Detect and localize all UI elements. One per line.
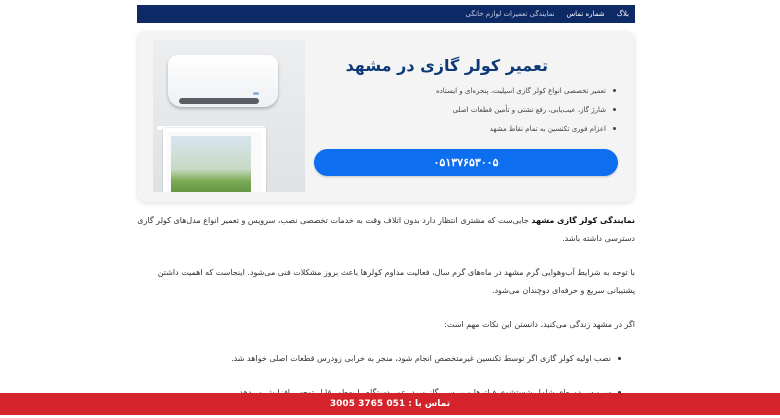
nav-item-appliance-repair[interactable]: نمایندگی تعمیرات لوازم خانگی (465, 10, 555, 18)
feature-list (326, 84, 616, 141)
article-content (137, 212, 635, 418)
contact-bar-label: تماس با : (408, 399, 451, 409)
paragraph-climate: با توجه به شرایط آب‌وهوایی گرم مشهد در ماه‌های گرم سال، فعالیت مداوم کولرها باعث بروز مشکلات فنی می‌شود. اینجاست که اهمیت داشتن پشتیبانی سریع و حرفه‌ای دوچندان می‌شود. (157, 268, 635, 295)
nav-item-blog[interactable]: بلاگ (616, 10, 629, 18)
intro-text: جایی‌ست که مشتری انتظار دارد بدون اتلاف وقت به خدمات تخصصی نصب، سرویس و تعمیر انواع مدل‌های کولر گازی دسترسی داشته باشد. (137, 216, 635, 243)
feature-item: اعزام فوری تکنسین به تمام نقاط مشهد (326, 122, 616, 141)
list-item: نصب اولیه کولر گازی اگر توسط تکنسین غیرمتخصص انجام شود، منجر به خرابی زودرس قطعات اصلی خواهد شد. (137, 350, 621, 368)
intro-bold-keyword: نمایندگی کولر گازی مشهد (531, 216, 635, 225)
call-phone-button[interactable]: ۰۵۱۳۷۶۵۳۰۰۵ (314, 149, 618, 176)
feature-item: تعمیر تخصصی انواع کولر گازی اسپلیت، پنجره‌ای و ایستاده (326, 84, 616, 103)
paragraph-intro (137, 212, 635, 248)
contact-bar-phone[interactable]: 051 3765 3005 (329, 399, 406, 409)
air-conditioner-photo (153, 40, 305, 192)
hero-card (138, 32, 634, 202)
contact-bar[interactable] (0, 393, 780, 415)
hero-title: تعمیر کولر گازی در مشهد (345, 56, 548, 75)
feature-item: شارژ گاز، عیب‌یابی، رفع نشتی و تأمین قطعات اصلی (326, 103, 616, 122)
nav-item-contact-number[interactable]: شماره تماس (566, 10, 605, 18)
top-navigation (137, 5, 635, 23)
paragraph-tips-heading: اگر در مشهد زندگی می‌کنید، دانستن این نکات مهم است: (444, 320, 635, 329)
